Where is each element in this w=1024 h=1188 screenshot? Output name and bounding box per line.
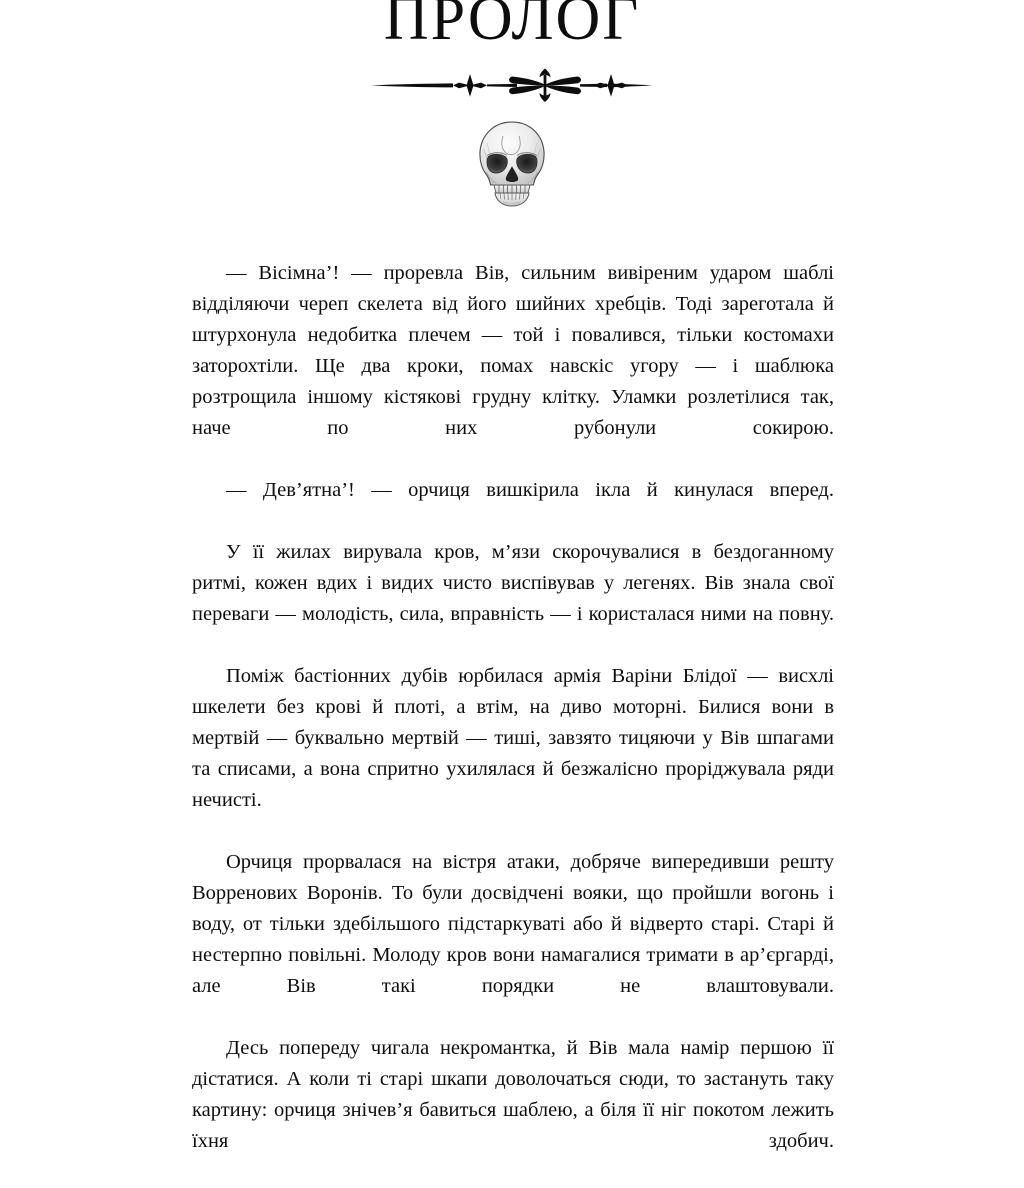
divider-ornament-fleuron-icon bbox=[367, 68, 657, 102]
paragraph: — Дев’ятна’! — орчиця вишкірила ікла й кинулася вперед. bbox=[192, 475, 834, 537]
chapter-header bbox=[0, 0, 1024, 211]
body-text bbox=[192, 258, 834, 1188]
paragraph: У її жилах вирувала кров, м’язи скорочувалися в бездоганному ритмі, кожен вдих і видих чисто виспівував у легенях. Вів знала свої переваги — молодість, сила, вправність — і користалася ними на повну. bbox=[192, 537, 834, 661]
skull-illustration bbox=[0, 119, 1024, 211]
divider-ornament bbox=[0, 65, 1024, 105]
paragraph: Орчиця прорвалася на вістря атаки, добряче випередивши решту Ворренових Воронів. То були досвідчені вояки, що пройшли вогонь і воду, от тільки здебільшого підстаркуваті або й відверто старі. Старі й нестерпно повільні. Молоду кров вони намагалися тримати в ар’єргарді, але Вів такі порядки не влаштовували. bbox=[192, 847, 834, 1033]
page-title: ПРОЛОГ bbox=[0, 0, 1024, 49]
paragraph: — Вісімна’! — проревла Вів, сильним вивіреним ударом шаблі відділяючи череп скелета від його шийних хребців. Тоді зареготала й штурхонула недобитка плечем — той і повалився, тільки костомахи заторохтіли. Ще два кроки, помах навскіс угору — і шаблюка розтрощила іншому кістякові грудну клітку. Уламки розлетілися так, наче по них рубонули сокирою. bbox=[192, 258, 834, 475]
skull-icon bbox=[469, 119, 555, 209]
paragraph: Поміж бастіонних дубів юрбилася армія Варіни Блідої — висхлі шкелети без крові й плоті, а втім, на диво моторні. Билися вони в мертвій — буквально мертвій — тиші, завзято тицяючи у Вів шпагами та списами, а вона спритно ухилялася й безжалісно проріджувала ряди нечисті. bbox=[192, 661, 834, 847]
paragraph: Десь попереду чигала некромантка, й Вів мала намір першою її дістатися. А коли ті старі шкапи доволочаться сюди, то застануть таку картину: орчиця знічев’я бавиться шаблею, а біля її ніг покотом лежить їхня здобич. bbox=[192, 1033, 834, 1188]
